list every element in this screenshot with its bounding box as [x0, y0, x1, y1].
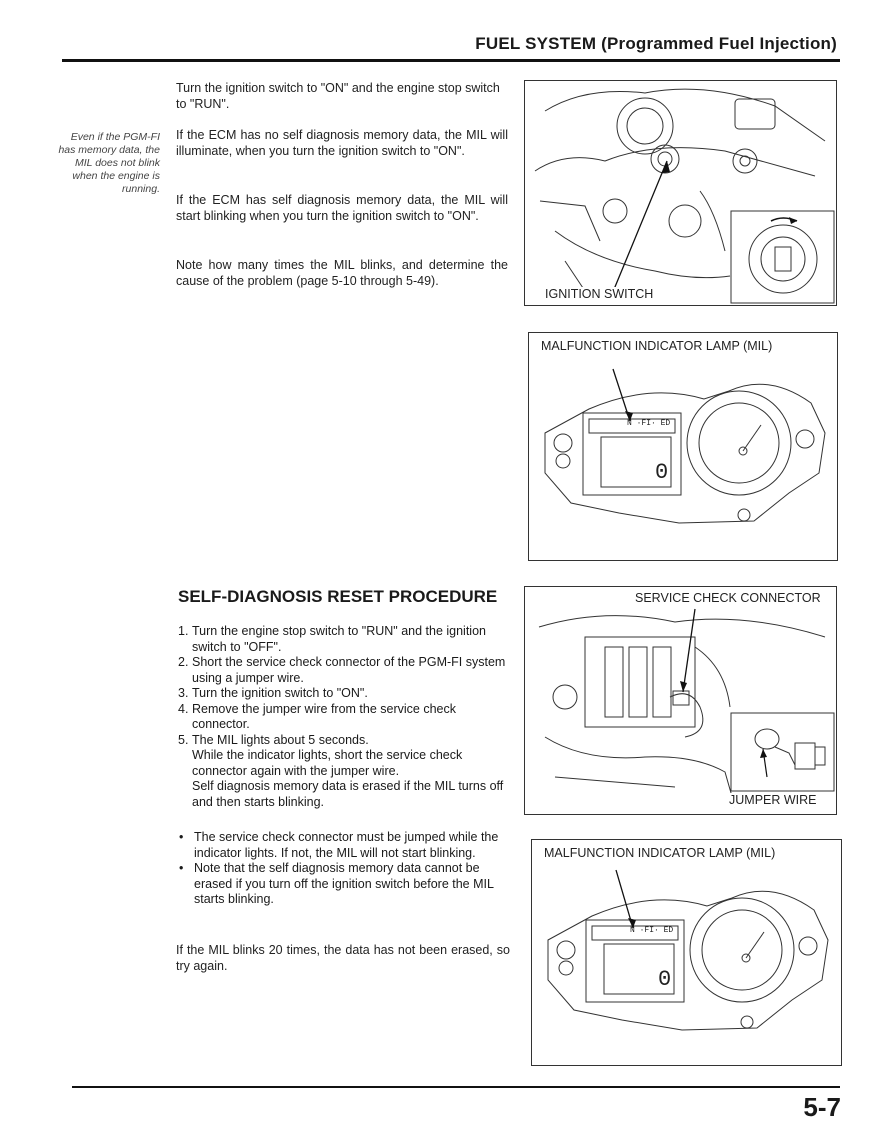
step-item	[178, 655, 512, 686]
intro-paragraph-3: If the ECM has self diagnosis memory data, the MIL will start blinking when you turn the ignition switch to "ON".	[176, 193, 508, 223]
service-connector-label: SERVICE CHECK CONNECTOR	[635, 591, 821, 605]
ignition-switch-figure	[524, 80, 837, 306]
step-number: 2.	[178, 655, 189, 669]
header-rule	[62, 59, 840, 62]
mil-indicator-text: N ·FI· ED	[627, 419, 671, 428]
note-item	[178, 830, 512, 861]
mil-figure-bottom	[531, 839, 842, 1066]
side-note: Even if the PGM-FI has memory data, the MIL does not blink when the engine is running.	[58, 131, 160, 195]
note-text: Note that the self diagnosis memory data cannot be erased if you turn off the ignition switch before the MIL starts blinking.	[194, 861, 494, 906]
step-item	[178, 624, 512, 655]
step-item	[178, 702, 512, 733]
footer-rule	[72, 1086, 840, 1088]
instrument-panel-illustration	[529, 333, 838, 561]
step-5-detail-b: Self diagnosis memory data is erased if the MIL turns off and then starts blinking.	[192, 779, 504, 809]
mil-bottom-label: MALFUNCTION INDICATOR LAMP (MIL)	[544, 846, 776, 860]
svg-text:0: 0	[655, 460, 669, 485]
svg-text:0: 0	[658, 967, 672, 992]
bullet-icon: •	[179, 830, 184, 844]
step-number: 5.	[178, 732, 189, 747]
section-heading: SELF-DIAGNOSIS RESET PROCEDURE	[178, 587, 498, 606]
step-text: Turn the ignition switch to "ON".	[192, 686, 368, 700]
bullet-icon: •	[179, 861, 184, 875]
jumper-wire-label: JUMPER WIRE	[729, 793, 817, 807]
closing-paragraph: If the MIL blinks 20 times, the data has not been erased, so try again.	[176, 943, 510, 973]
intro-paragraph-2: If the ECM has no self diagnosis memory data, the MIL will illuminate, when you turn the ignition switch to "ON".	[176, 128, 508, 158]
page-number: 5-7	[803, 1092, 841, 1122]
step-text: Remove the jumper wire from the service check connector.	[192, 701, 456, 731]
intro-paragraph-1: Turn the ignition switch to "ON" and the engine stop switch to "RUN".	[176, 81, 500, 111]
step-item	[178, 733, 512, 749]
step-number: 3.	[178, 686, 189, 700]
step-text: Short the service check connector of the PGM-FI system using a jumper wire.	[192, 655, 506, 685]
step-item	[178, 686, 512, 702]
step-number: 1.	[178, 624, 189, 638]
mil-indicator-text: N ·FI· ED	[630, 926, 674, 935]
mil-figure-top	[528, 332, 838, 561]
step-number: 4.	[178, 701, 189, 716]
step-5-detail-a: While the indicator lights, short the service check connector again with the jumper wire.	[192, 748, 463, 778]
section-header-title: FUEL SYSTEM (Programmed Fuel Injection)	[475, 34, 837, 53]
notes-list	[178, 830, 512, 908]
instrument-panel-illustration	[532, 840, 842, 1066]
ignition-switch-label: IGNITION SWITCH	[545, 287, 654, 301]
mil-top-label: MALFUNCTION INDICATOR LAMP (MIL)	[541, 339, 773, 353]
service-connector-illustration	[525, 587, 837, 815]
step-text: The MIL lights about 5 seconds.	[192, 732, 369, 747]
service-connector-figure	[524, 586, 837, 815]
note-item	[178, 861, 512, 908]
note-text: The service check connector must be jumped while the indicator lights. If not, the MIL will not start blinking.	[194, 830, 499, 860]
reset-steps-list	[178, 624, 512, 810]
intro-paragraph-4: Note how many times the MIL blinks, and determine the cause of the problem (page 5-10 through 5-49).	[176, 258, 508, 288]
ignition-switch-illustration	[525, 81, 837, 306]
step-text: Turn the engine stop switch to "RUN" and the ignition switch to "OFF".	[192, 624, 486, 654]
